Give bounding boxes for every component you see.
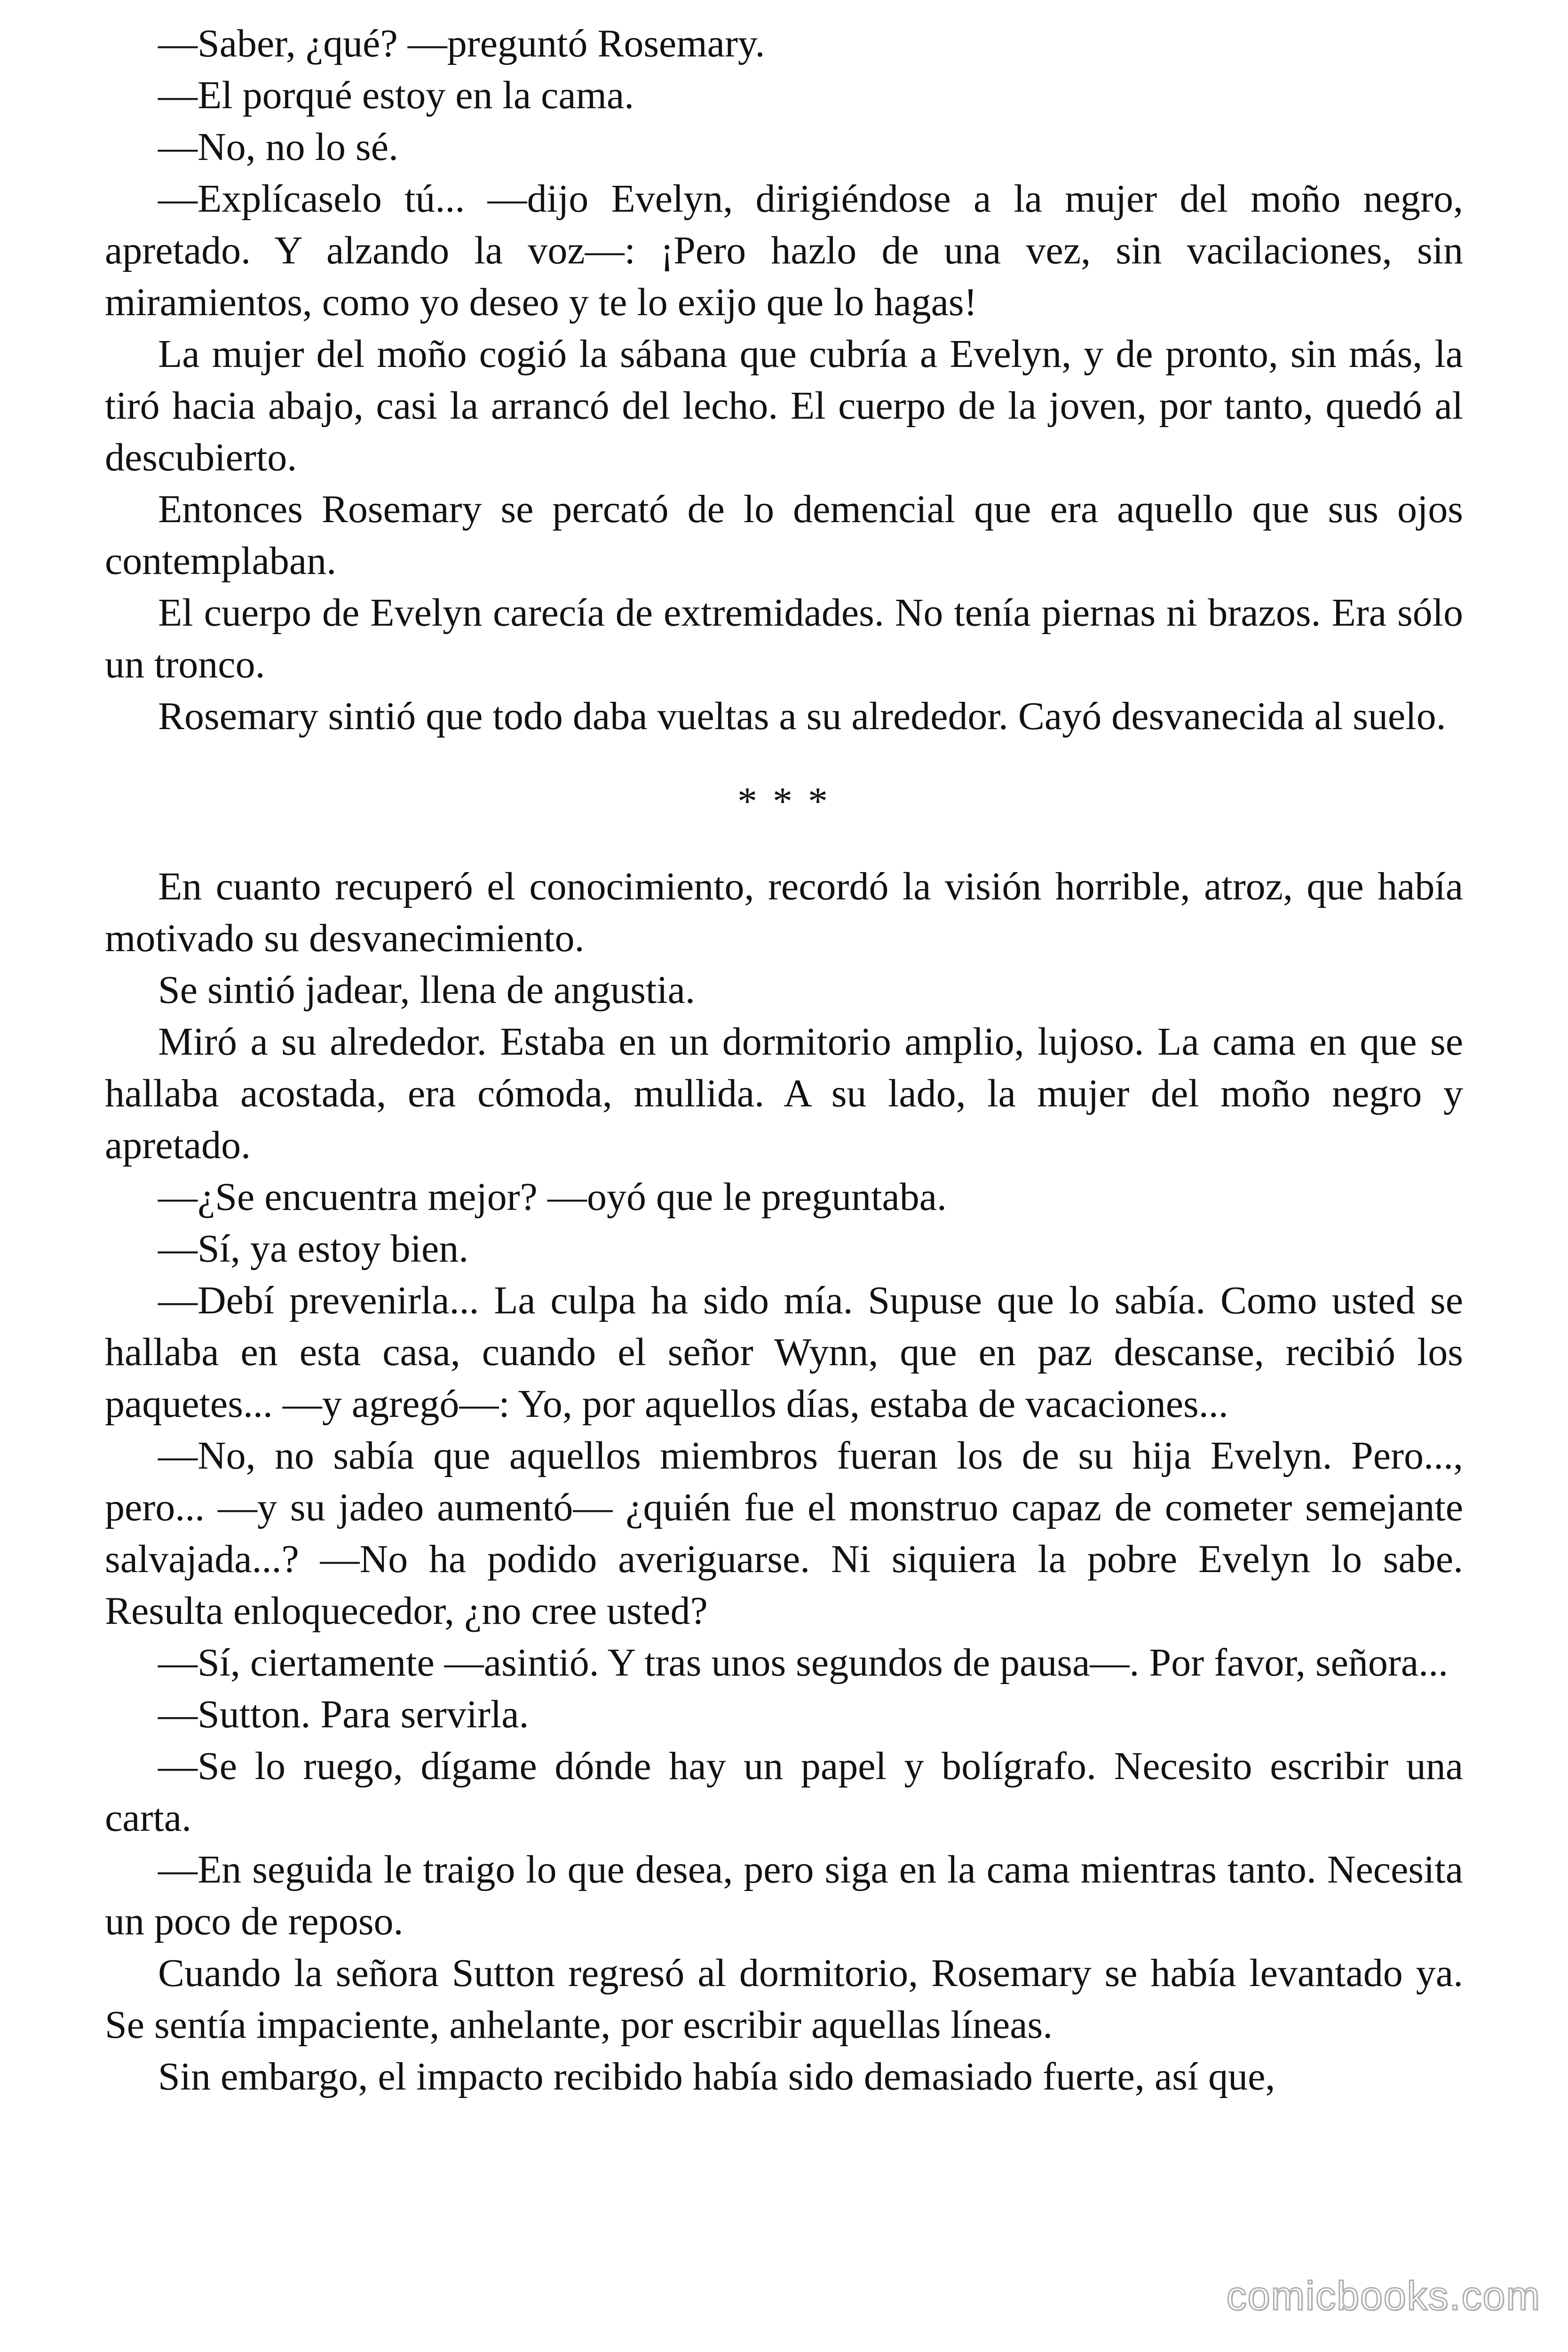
body-paragraph: —No, no lo sé. [158, 125, 398, 169]
document-page [105, 18, 1463, 2103]
body-paragraph: Sin embargo, el impacto recibido había sido demasiado fuerte, así que, [158, 2055, 1275, 2098]
body-paragraph: —Sutton. Para servirla. [158, 1692, 529, 1736]
body-paragraph: Entonces Rosemary se percató de lo demencial que era aquello que sus ojos contemplaban. [105, 487, 1463, 583]
body-paragraph: La mujer del moño cogió la sábana que cubría a Evelyn, y de pronto, sin más, la tiró hacia abajo, casi la arrancó del lecho. El cuerpo de la joven, por tanto, quedó al descubierto. [105, 332, 1463, 479]
body-paragraph: En cuanto recuperó el conocimiento, recordó la visión horrible, atroz, que había motivado su desvanecimiento. [105, 865, 1463, 960]
body-paragraph: —El porqué estoy en la cama. [158, 73, 634, 117]
body-paragraph: Cuando la señora Sutton regresó al dormitorio, Rosemary se había levantado ya. Se sentía impaciente, anhelante, por escribir aquellas líneas. [105, 1951, 1463, 2047]
body-paragraph: —Explícaselo tú... —dijo Evelyn, dirigiéndose a la mujer del moño negro, apretado. Y alzando la voz—: ¡Pero hazlo de una vez, sin vacilaciones, sin miramientos, como yo deseo y te lo exijo que lo hagas! [105, 177, 1463, 324]
body-paragraph: Miró a su alrededor. Estaba en un dormitorio amplio, lujoso. La cama en que se hallaba acostada, era cómoda, mullida. A su lado, la mujer del moño negro y apretado. [105, 1020, 1463, 1167]
body-paragraph: —No, no sabía que aquellos miembros fueran los de su hija Evelyn. Pero..., pero... —y su jadeo aumentó— ¿quién fue el monstruo capaz de cometer semejante salvajada...? —No ha podido averiguarse. Ni siquiera la pobre Evelyn lo sabe. Resulta enloquecedor, ¿no cree usted? [105, 1434, 1463, 1633]
section-separator: * * * [737, 779, 831, 823]
body-paragraph: Rosemary sintió que todo daba vueltas a su alrededor. Cayó desvanecida al suelo. [158, 694, 1446, 738]
body-paragraph: —En seguida le traigo lo que desea, pero siga en la cama mientras tanto. Necesita un poco de reposo. [105, 1848, 1463, 1943]
body-paragraph: —Saber, ¿qué? —preguntó Rosemary. [158, 22, 765, 65]
body-paragraph: El cuerpo de Evelyn carecía de extremidades. No tenía piernas ni brazos. Era sólo un tronco. [105, 591, 1463, 686]
body-paragraph: —Debí prevenirla... La culpa ha sido mía. Supuse que lo sabía. Como usted se hallaba en esta casa, cuando el señor Wynn, que en paz descanse, recibió los paquetes... —y agregó—: Yo, por aquellos días, estaba de vacaciones... [105, 1279, 1463, 1426]
body-paragraph: —Se lo ruego, dígame dónde hay un papel y bolígrafo. Necesito escribir una carta. [105, 1744, 1463, 1840]
body-paragraph: —Sí, ya estoy bien. [158, 1227, 469, 1271]
watermark: comicbooks.com [1226, 2273, 1541, 2319]
body-paragraph: —Sí, ciertamente —asintió. Y tras unos segundos de pausa—. Por favor, señora... [158, 1641, 1449, 1685]
body-paragraph: Se sintió jadear, llena de angustia. [158, 968, 695, 1012]
body-paragraph: —¿Se encuentra mejor? —oyó que le preguntaba. [158, 1175, 947, 1219]
